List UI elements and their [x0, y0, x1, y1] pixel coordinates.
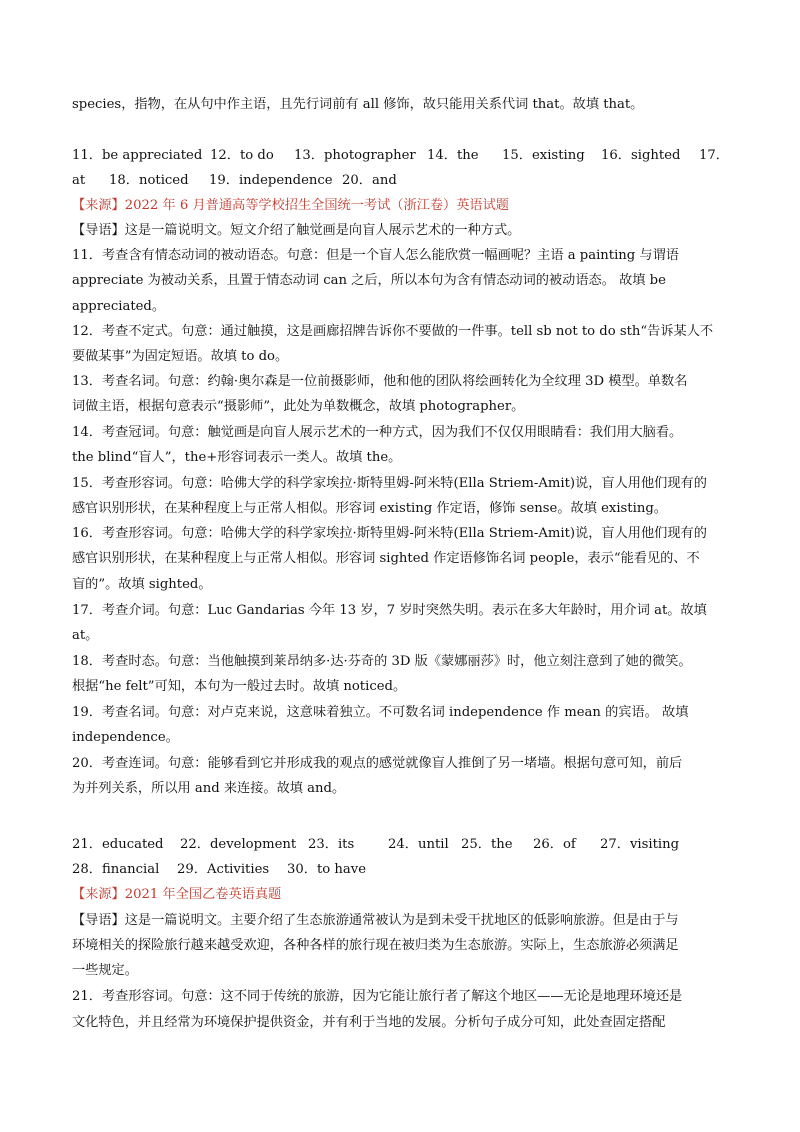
- answer-item: 26．of: [533, 837, 576, 852]
- answer-row: [72, 832, 732, 857]
- answer-item: 13．photographer: [294, 148, 416, 163]
- text-line: 要做某事”为固定短语。故填 to do。: [72, 349, 289, 364]
- text-line: 18．考查时态。句意：当他触摸到莱昂纳多·达·芬奇的 3D 版《蒙娜丽莎》时，他立刻注意到了她的微笑。: [72, 654, 692, 669]
- answer-item: at: [72, 173, 86, 188]
- guide-line: 【导语】这是一篇说明文。短文介绍了触觉画是向盲人展示艺术的一种方式。: [72, 223, 521, 238]
- text-line: 11．考查含有情态动词的被动语态。句意：但是一个盲人怎么能欣赏一幅画呢？主语 a painting 与谓语: [72, 248, 679, 263]
- text-line: 文化特色，并且经常为环境保护提供资金，并有利于当地的发展。分析句子成分可知，此处查固定搭配: [72, 1015, 666, 1030]
- answer-item: 24．until: [388, 837, 449, 852]
- text-line: the blind“盲人”，the+形容词表示一类人。故填 the。: [72, 450, 402, 465]
- text-line: 21．考查形容词。句意：这不同于传统的旅游，因为它能让旅行者了解这个地区——无论是地理环境还是: [72, 989, 683, 1004]
- text-line: 15．考查形容词。句意：哈佛大学的科学家埃拉·斯特里姆-阿米特(Ella Striem-Amit)说，盲人用他们现有的: [72, 476, 707, 491]
- answer-item: 23．its: [308, 837, 355, 852]
- text-line: 13．考查名词。句意：约翰·奥尔森是一位前摄影师，他和他的团队将绘画转化为全纹理 3D 模型。单数名: [72, 374, 688, 389]
- text-line: 14．考查冠词。句意：触觉画是向盲人展示艺术的一种方式，因为我们不仅仅用眼睛看：我们用大脑看。: [72, 425, 683, 440]
- answer-item: 12．to do: [210, 148, 274, 163]
- answer-item: 22．development: [180, 837, 297, 852]
- answer-item: 14．the: [427, 148, 479, 163]
- answer-item: 30．to have: [287, 862, 367, 877]
- answer-item: 29．Activities: [177, 862, 270, 877]
- answer-item: 20．and: [342, 173, 397, 188]
- answer-item: 27．visiting: [600, 837, 680, 852]
- text-line: species，指物，在从句中作主语，且先行词前有 all 修饰，故只能用关系代词 that。故填 that。: [72, 97, 644, 112]
- text-line: 16．考查形容词。句意：哈佛大学的科学家埃拉·斯特里姆-阿米特(Ella Striem-Amit)说，盲人用他们现有的: [72, 526, 707, 541]
- answer-row: [72, 168, 732, 193]
- text-line: 词做主语，根据句意表示“摄影师”，此处为单数概念，故填 photographer。: [72, 399, 525, 414]
- answer-item: 15．existing: [502, 148, 585, 163]
- text-line: independence。: [72, 730, 179, 745]
- answer-item: 17．: [699, 148, 729, 163]
- text-line: appreciated。: [72, 299, 166, 314]
- source-line: 【来源】2022 年 6 月普通高等学校招生全国统一考试（浙江卷）英语试题: [72, 198, 509, 213]
- answer-row: [72, 857, 732, 882]
- guide-line: 环境相关的探险旅行越来越受欢迎，各种各样的旅行现在被归类为生态旅游。实际上，生态旅游必须满足: [72, 938, 679, 953]
- text-line: 感官识别形状，在某种程度上与正常人相似。形容词 sighted 作定语修饰名词 people，表示“能看见的、不: [72, 551, 700, 566]
- text-line: 12．考查不定式。句意：通过触摸，这是画廊招牌告诉你不要做的一件事。tell sb not to do sth“告诉某人不: [72, 324, 714, 339]
- text-line: 根据“he felt”可知，本句为一般过去时。故填 noticed。: [72, 679, 407, 694]
- guide-line: 一些规定。: [72, 963, 138, 978]
- text-line: 为并列关系，所以用 and 来连接。故填 and。: [72, 781, 346, 796]
- answer-item: 25．the: [461, 837, 513, 852]
- answer-item: 18．noticed: [109, 173, 189, 188]
- answer-item: 21．educated: [72, 837, 164, 852]
- answer-row: [72, 143, 732, 168]
- text-line: 20．考查连词。句意：能够看到它并形成我的观点的感觉就像盲人推倒了另一堵墙。根据句意可知，前后: [72, 756, 683, 771]
- text-line: 盲的”。故填 sighted。: [72, 577, 212, 592]
- answer-item: 11．be appreciated: [72, 148, 203, 163]
- answer-item: 28．financial: [72, 862, 160, 877]
- text-line: at。: [72, 628, 99, 643]
- answer-item: 19．independence: [209, 173, 333, 188]
- text-line: appreciate 为被动关系，且置于情态动词 can 之后，所以本句为含有情态动词的被动语态。 故填 be: [72, 273, 666, 288]
- text-line: 感官识别形状，在某种程度上与正常人相似。形容词 existing 作定语，修饰 sense。故填 existing。: [72, 501, 667, 516]
- guide-line: 【导语】这是一篇说明文。主要介绍了生态旅游通常被认为是到未受干扰地区的低影响旅游。但是由于与: [72, 913, 679, 928]
- source-line: 【来源】2021 年全国乙卷英语真题: [72, 887, 282, 902]
- text-line: 19．考查名词。句意：对卢克来说，这意味着独立。不可数名词 independence 作 mean 的宾语。 故填: [72, 705, 689, 720]
- answer-item: 16．sighted: [601, 148, 681, 163]
- text-line: 17．考查介词。句意：Luc Gandarias 今年 13 岁，7 岁时突然失明。表示在多大年龄时，用介词 at。故填: [72, 603, 707, 618]
